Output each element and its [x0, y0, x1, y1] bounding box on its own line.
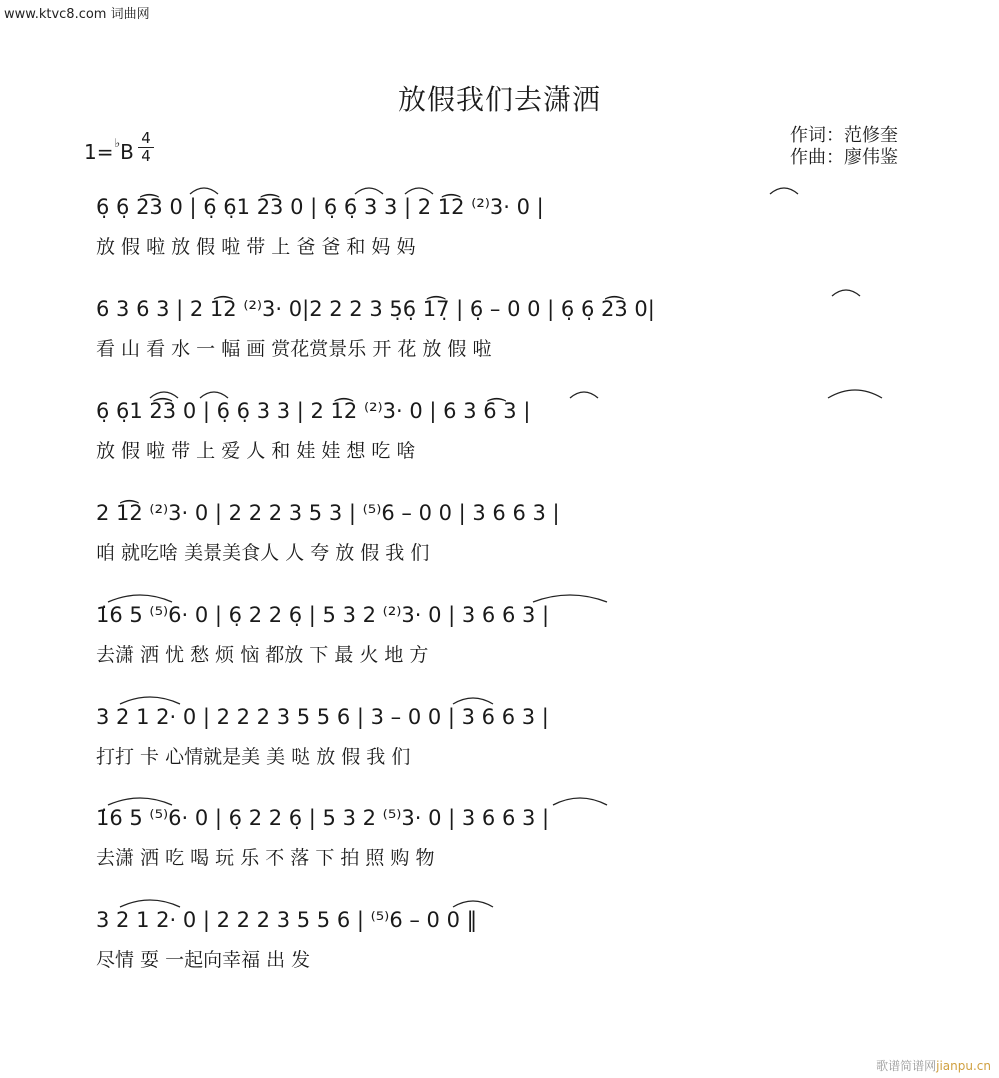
slur-arc	[405, 188, 433, 194]
slur-arc	[570, 392, 598, 398]
lyric-row: 去潇 洒 吃 喝 玩 乐 不 落 下 拍 照 购 物	[96, 847, 435, 869]
flat-icon: ♭	[114, 136, 121, 150]
slur-arc	[770, 188, 798, 194]
slur-arc	[453, 901, 493, 907]
time-bottom: 4	[141, 147, 151, 165]
song-title: 放假我们去潇洒	[397, 83, 601, 116]
slur-arc	[120, 900, 180, 907]
notation-row: 1̇6 5 ⁽⁵⁾6· 0 | 6̣ 2 2 6̣ | 5 3 2 ⁽²⁾3· 0 | 3 6 6 3 |	[96, 603, 550, 627]
lyricist: 作词：范修奎	[790, 125, 898, 146]
lyric-row: 打打 卡 心情就是美 美 哒 放 假 我 们	[96, 746, 411, 768]
time-top: 4	[141, 129, 151, 147]
slur-arc	[108, 595, 172, 602]
lyric-row: 咱 就吃啥 美景美食人 人 夸 放 假 我 们	[96, 542, 430, 564]
notation-row: 6̣ 6̣1 2͡3 0 | 6̣ 6̣ 3 3 | 2 1͡2 ⁽²⁾3· 0 | 6 3 6͡ 3 |	[96, 399, 531, 423]
watermark	[876, 1057, 991, 1074]
slur-arc	[355, 188, 383, 194]
lyric-row: 放 假 啦 带 上 爱 人 和 娃 娃 想 吃 啥	[96, 440, 416, 462]
key-note: B	[120, 140, 134, 164]
notation-row: 3 2 1 2· 0 | 2 2 2 3 5 5 6 | ⁽⁵⁾6 – 0 0 ‖	[96, 908, 478, 932]
site-label[interactable]: www.ktvc8.com 词曲网	[4, 7, 150, 22]
watermark-label: 歌谱简谱网	[876, 1059, 937, 1073]
slur-arc	[190, 188, 218, 194]
key-prefix: 1=	[84, 140, 114, 164]
watermark-site: jianpu.cn	[936, 1059, 991, 1073]
notation-row: 6̣ 6̣ 2͡3 0 | 6̣ 6̣1 2͡3 0 | 6̣ 6̣ 3 3 | 2 1͡2 ⁽²⁾3· 0 |	[96, 195, 544, 219]
notation-row: 3 2 1 2· 0 | 2 2 2 3 5 5 6 | 3 – 0 0 | 3 6 6 3 |	[96, 705, 549, 729]
lyric-row: 去潇 洒 忧 愁 烦 恼 都放 下 最 火 地 方	[96, 644, 429, 666]
slur-arc	[120, 697, 180, 704]
slur-arc	[832, 290, 860, 296]
slur-arc	[828, 390, 882, 398]
slur-arc	[453, 698, 493, 704]
notation-row: 1̇6 5 ⁽⁵⁾6· 0 | 6̣ 2 2 6̣ | 5 3 2 ⁽⁵⁾3· 0 | 3 6 6 3 |	[96, 806, 550, 830]
lyric-row: 尽情 耍 一起向幸福 出 发	[96, 949, 311, 971]
slur-arc	[200, 392, 228, 398]
slur-arc	[553, 798, 607, 805]
lyric-row: 放 假 啦 放 假 啦 带 上 爸 爸 和 妈 妈	[96, 236, 416, 258]
slur-arc	[108, 798, 172, 805]
lyric-row: 看 山 看 水 一 幅 画 赏花赏景乐 开 花 放 假 啦	[96, 338, 492, 360]
slur-arc	[533, 595, 607, 602]
notation-row: 6 3 6 3 | 2 1͡2 ⁽²⁾3· 0|2 2 2 3 5̣6̣ 1͡7̣ | 6̣ – 0 0 | 6̣ 6̣ 2͡3 0|	[96, 297, 655, 321]
notation-row: 2 1͡2 ⁽²⁾3· 0 | 2 2 2 3 5 3 | ⁽⁵⁾6 – 0 0 | 3 6 6 3 |	[96, 501, 560, 525]
composer: 作曲：廖伟鉴	[790, 147, 898, 168]
slur-arc	[150, 392, 178, 398]
